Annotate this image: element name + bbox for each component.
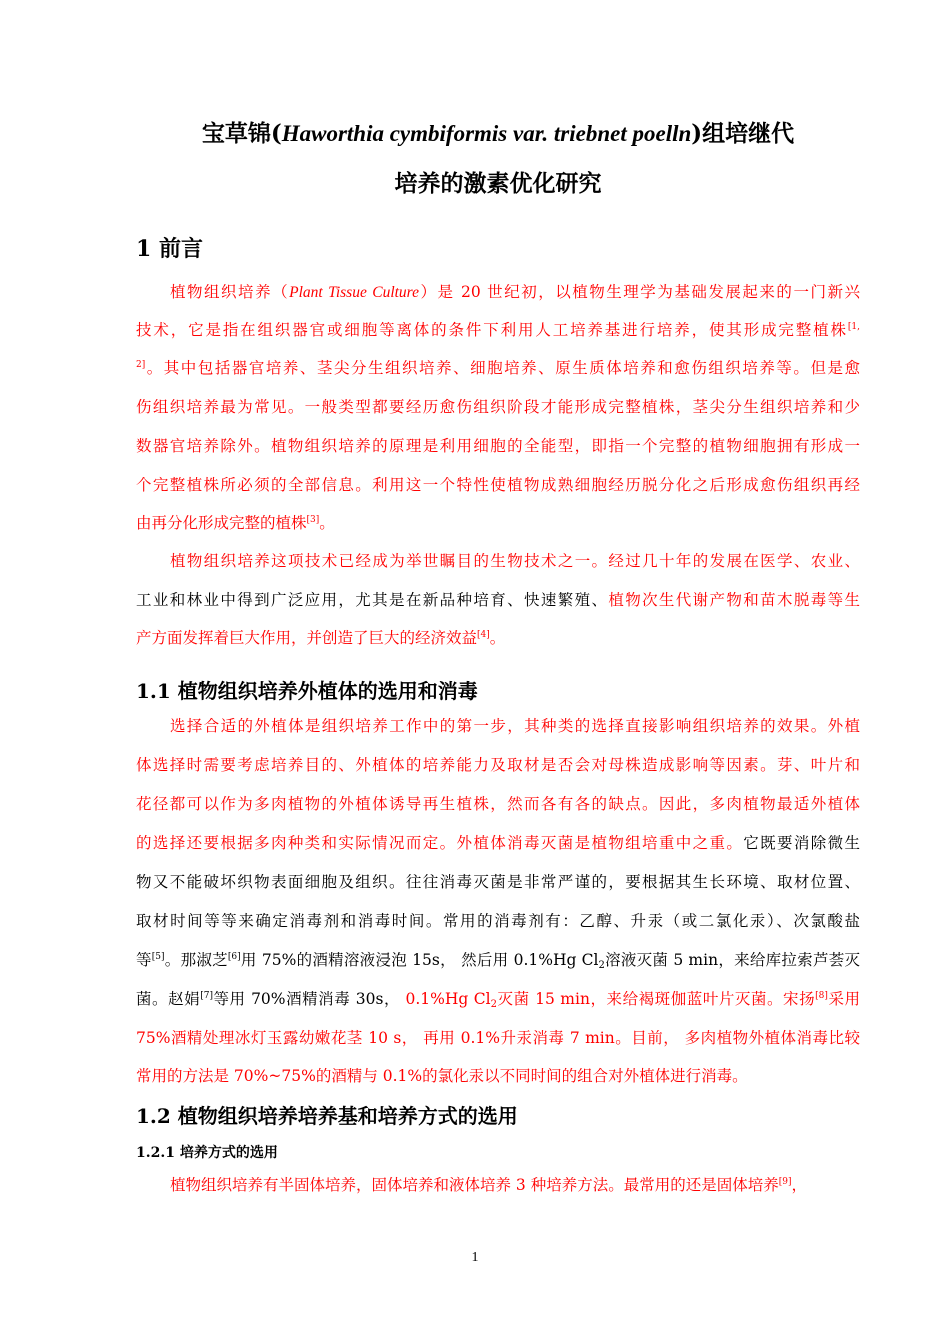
paragraph-line: 产方面发挥着巨大作用，并创造了巨大的经济效益[4]。 — [136, 629, 506, 647]
paragraph-line: 的选择还要根据多肉种类和实际情况而定。外植体消毒灭菌是植物组培重中之重。它既要消除微生 — [136, 834, 860, 852]
section-heading-1: 1 前言 — [136, 236, 203, 262]
paragraph-line: $^{2]}$。其中包括器官培养、茎尖分生组织培养、细胞培养、原生质体培养和愈伤组织培养等。但是愈 — [136, 359, 860, 377]
page-number: 1 — [471, 1250, 479, 1265]
paragraph-line: 物又不能破坏织物表面细胞及组织。往往消毒灭菌是非常严谨的，要根据其生长环境、取材位置、 — [136, 873, 860, 891]
paragraph-line: 体选择时需要考虑培养目的、外植体的培养能力及取材是否会对母株造成影响等因素。芽、叶片和 — [136, 756, 860, 774]
paragraph-line: 技术，它是指在组织器官或细胞等离体的条件下利用人工培养基进行培养，使其形成完整植株$^{[1,}$ — [136, 321, 860, 339]
section-heading-1-2-1: 1.2.1 培养方式的选用 — [136, 1145, 278, 1161]
paragraph-line: 选择合适的外植体是组织培养工作中的第一步，其种类的选择直接影响组织培养的效果。外植 — [170, 717, 860, 735]
subscript: 2 — [598, 960, 605, 971]
paragraph-line: 花径都可以作为多肉植物的外植体诱导再生植株，然而各有各的缺点。因此，多肉植物最适外植体 — [136, 795, 860, 813]
citation: [8] — [815, 991, 828, 1001]
paragraph-line: 由再分化形成完整的植株[3]。 — [136, 514, 335, 532]
document-title-line1: 宝草锦(Haworthia cymbiformis var. triebnet poelln)组培继代 — [201, 120, 795, 147]
citation: [7] — [200, 991, 213, 1001]
document-title-line2: 培养的激素优化研究 — [394, 170, 602, 197]
paragraph-line: 菌。赵娟[7]等用 70%酒精消毒 30s， 0.1%Hg $Cl_2$灭菌 15 min，来给褐斑伽蓝叶片灭菌。宋扬[8]采用 — [136, 990, 861, 1010]
paragraph-line: 植物组织培养有半固体培养，固体培养和液体培养 3 种培养方法。最常用的还是固体培养[9]， — [170, 1176, 807, 1194]
paragraph-line: 植物组织培养（Plant Tissue Culture）是 20 世纪初，以植物生理学为基础发展起来的一门新兴 — [170, 283, 860, 301]
subscript: 2 — [490, 999, 497, 1010]
citation: [6] — [227, 952, 241, 962]
section-heading-1-1: 1.1 植物组织培养外植体的选用和消毒 — [136, 679, 478, 703]
citation: [5] — [151, 952, 165, 962]
paragraph-line: 伤组织培养最为常见。一般类型都要经历愈伤组织阶段才能形成完整植株，茎尖分生组织培养和少 — [136, 398, 860, 416]
paragraph-line: 取材时间等等来确定消毒剂和消毒时间。常用的消毒剂有：乙醇、升汞（或二氯化汞）、次氯酸盐 — [136, 912, 860, 930]
section-heading-1-2: 1.2 植物组织培养培养基和培养方式的选用 — [136, 1104, 518, 1128]
citation: [1, — [847, 322, 860, 332]
paragraph-line: 等[5]。那淑芝[6]用 75%的酒精溶液浸泡 15s， 然后用 0.1%Hg $Cl_2$溶液灭菌 5 min，来给库拉索芦荟灭 — [136, 951, 860, 971]
paragraph-line: 植物组织培养这项技术已经成为举世瞩目的生物技术之一。经过几十年的发展在医学、农业、 — [170, 552, 860, 570]
citation: 2] — [136, 360, 146, 370]
paragraph-line: 个完整植株所必须的全部信息。利用这一个特性使植物成熟细胞经历脱分化之后形成愈伤组织再经 — [136, 476, 860, 494]
citation: [3] — [306, 515, 320, 525]
paragraph-line: 75%酒精处理冰灯玉露幼嫩花茎 10 s， 再用 0.1%升汞消毒 7 min。目前， 多肉植物外植体消毒比较 — [136, 1029, 860, 1047]
citation: [4] — [477, 630, 490, 640]
paragraph-line: 常用的方法是 70%~75%的酒精与 0.1%的氯化汞以不同时间的组合对外植体进行消毒。 — [136, 1067, 748, 1085]
paragraph-line: 数器官培养除外。植物组织培养的原理是利用细胞的全能型，即指一个完整的植物细胞拥有形成一 — [136, 437, 860, 455]
paragraph-line: 工业和林业中得到广泛应用，尤其是在新品种培育、快速繁殖、植物次生代谢产物和苗木脱毒等生 — [136, 591, 860, 609]
citation: [9] — [778, 1177, 792, 1187]
